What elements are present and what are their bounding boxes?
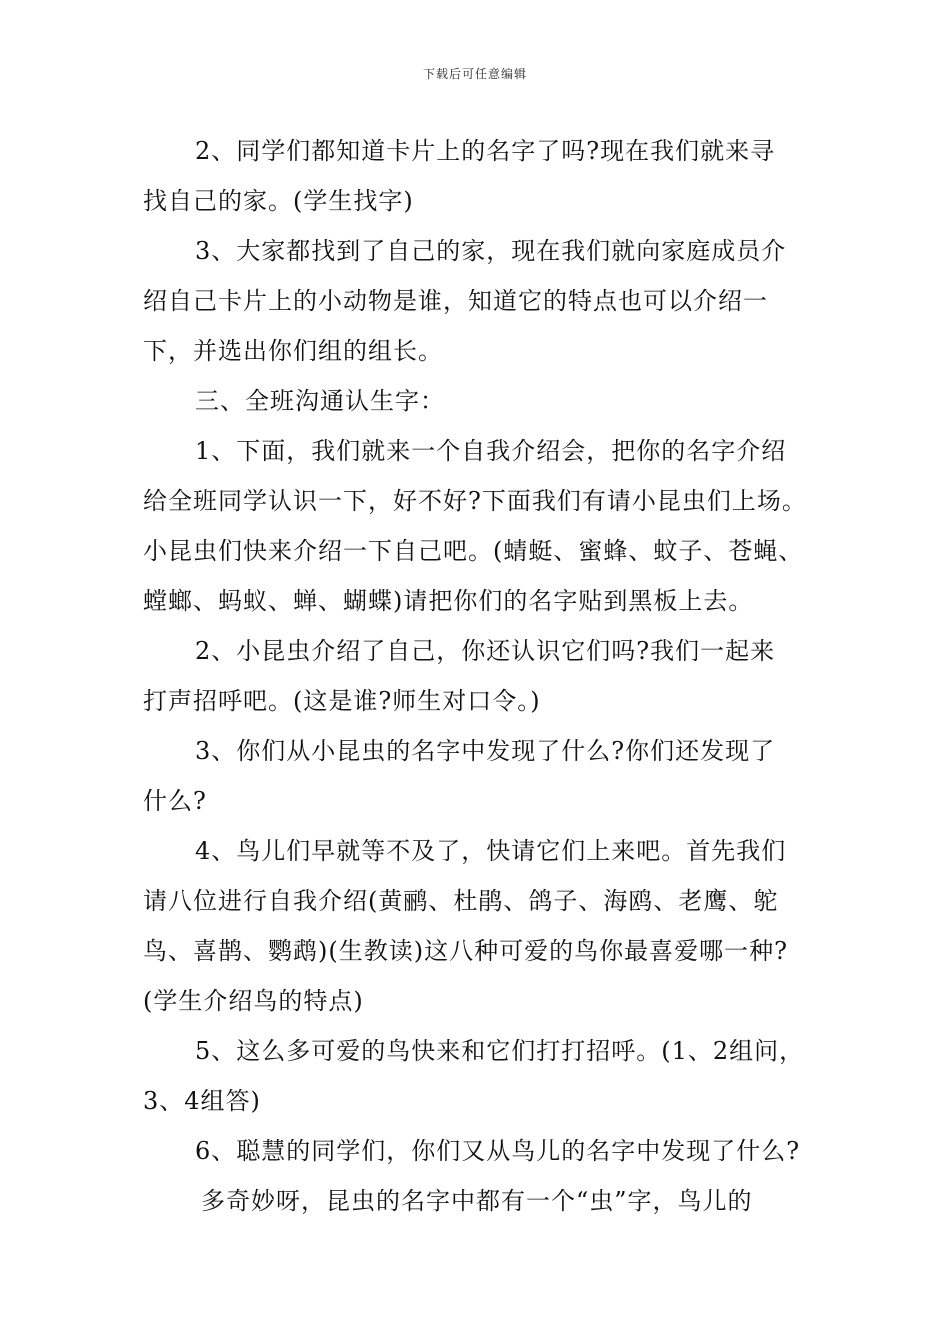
paragraph-line: 5、这么多可爱的鸟快来和它们打打招呼。(1、2组问，	[195, 1037, 805, 1065]
paragraph-line: 3、4组答)	[143, 1087, 261, 1115]
paragraph-line: (学生介绍鸟的特点)	[143, 987, 364, 1015]
paragraph-line: 什么?	[143, 787, 207, 815]
paragraph-line: 多奇妙呀，昆虫的名字中都有一个“虫”字，鸟儿的	[201, 1187, 753, 1215]
paragraph-line: 2、小昆虫介绍了自己，你还认识它们吗?我们一起来	[195, 637, 776, 665]
paragraph-line: 下，并选出你们组的组长。	[143, 337, 443, 365]
paragraph-line: 请八位进行自我介绍(黄鹂、杜鹃、鸽子、海鸥、老鹰、鸵	[143, 887, 779, 915]
paragraph-line: 打声招呼吧。(这是谁?师生对口令。)	[143, 687, 541, 715]
paragraph-line: 给全班同学认识一下，好不好?下面我们有请小昆虫们上场。	[143, 487, 807, 515]
paragraph-line: 2、同学们都知道卡片上的名字了吗?现在我们就来寻	[195, 137, 776, 165]
paragraph-line: 找自己的家。(学生找字)	[143, 187, 414, 215]
paragraph-line: 绍自己卡片上的小动物是谁，知道它的特点也可以介绍一	[143, 287, 768, 315]
document-body	[143, 126, 843, 1226]
paragraph-line: 鸟、喜鹊、鹦鹉)(生教读)这八种可爱的鸟你最喜爱哪一种?	[143, 937, 788, 965]
paragraph-line: 1、下面，我们就来一个自我介绍会，把你的名字介绍	[195, 437, 787, 465]
paragraph-line: 小昆虫们快来介绍一下自己吧。(蜻蜓、蜜蜂、蚊子、苍蝇、	[143, 537, 804, 565]
paragraph-line: 螳螂、蚂蚁、蝉、蝴蝶)请把你们的名字贴到黑板上去。	[143, 587, 754, 615]
paragraph-line: 4、鸟儿们早就等不及了，快请它们上来吧。首先我们	[195, 837, 787, 865]
header-note: 下载后可任意编辑	[422, 67, 527, 81]
paragraph-line: 3、大家都找到了自己的家，现在我们就向家庭成员介	[195, 237, 787, 265]
paragraph-line: 3、你们从小昆虫的名字中发现了什么?你们还发现了	[195, 737, 776, 765]
paragraph-line: 6、聪慧的同学们，你们又从鸟儿的名字中发现了什么?	[195, 1137, 801, 1165]
section-heading: 三、全班沟通认生字：	[195, 387, 445, 415]
